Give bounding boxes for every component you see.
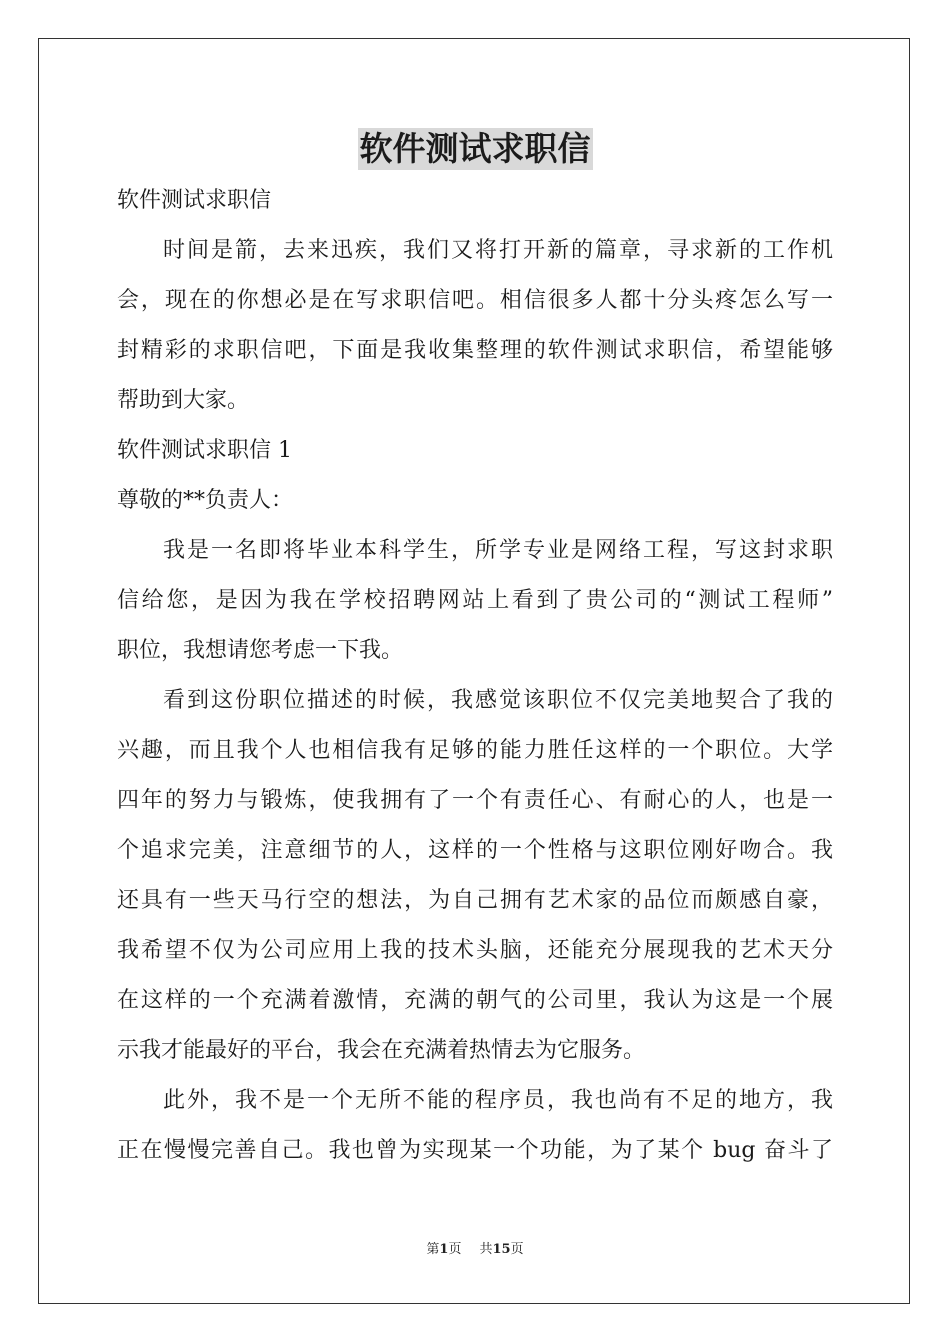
body-line: 四年的努力与锻炼，使我拥有了一个有责任心、有耐心的人，也是一 (117, 788, 833, 813)
document-title: 软件测试求职信 (359, 129, 591, 168)
body-line: 我希望不仅为公司应用上我的技术头脑，还能充分展现我的艺术天分 (117, 938, 833, 963)
body-line: 还具有一些天马行空的想法，为自己拥有艺术家的品位而颇感自豪， (117, 888, 833, 913)
body-line: 信给您，是因为我在学校招聘网站上看到了贵公司的“测试工程师” (117, 588, 833, 613)
page-prefix: 第 (426, 1242, 440, 1257)
page-unit: 页 (448, 1242, 462, 1257)
body-line: 正在慢慢完善自己。我也曾为实现某一个功能，为了某个 bug 奋斗了 (117, 1138, 833, 1163)
total-unit: 页 (510, 1242, 524, 1257)
body-line: 我是一名即将毕业本科学生，所学专业是网络工程，写这封求职 (163, 538, 833, 563)
salutation: 尊敬的**负责人： (117, 488, 294, 513)
body-line: 软件测试求职信 (117, 188, 272, 213)
body-line: 看到这份职位描述的时候，我感觉该职位不仅完美地契合了我的 (163, 688, 833, 713)
body-line: 此外，我不是一个无所不能的程序员，我也尚有不足的地方，我 (163, 1088, 833, 1113)
body-line: 个追求完美，注意细节的人，这样的一个性格与这职位刚好吻合。我 (117, 838, 833, 863)
body-line: 时间是箭，去来迅疾，我们又将打开新的篇章，寻求新的工作机 (163, 238, 833, 263)
page-number: 1 (439, 1242, 449, 1257)
body-line: 在这样的一个充满着激情，充满的朝气的公司里，我认为这是一个展 (117, 988, 833, 1013)
body-line: 帮助到大家。 (117, 388, 250, 413)
body-line: 职位，我想请您考虑一下我。 (117, 638, 404, 663)
body-line: 会，现在的你想必是在写求职信吧。相信很多人都十分头疼怎么写一 (117, 288, 833, 313)
body-line: 兴趣，而且我个人也相信我有足够的能力胜任这样的一个职位。大学 (117, 738, 833, 763)
body-line: 封精彩的求职信吧，下面是我收集整理的软件测试求职信，希望能够 (117, 338, 833, 363)
title-container (0, 128, 950, 170)
total-prefix: 共 (479, 1242, 493, 1257)
body-line: 示我才能最好的平台，我会在充满着热情去为它服务。 (117, 1038, 646, 1063)
section-heading: 软件测试求职信 1 (117, 438, 292, 463)
document-body (117, 176, 833, 1176)
total-pages: 15 (492, 1242, 511, 1257)
page-footer (0, 1238, 950, 1257)
